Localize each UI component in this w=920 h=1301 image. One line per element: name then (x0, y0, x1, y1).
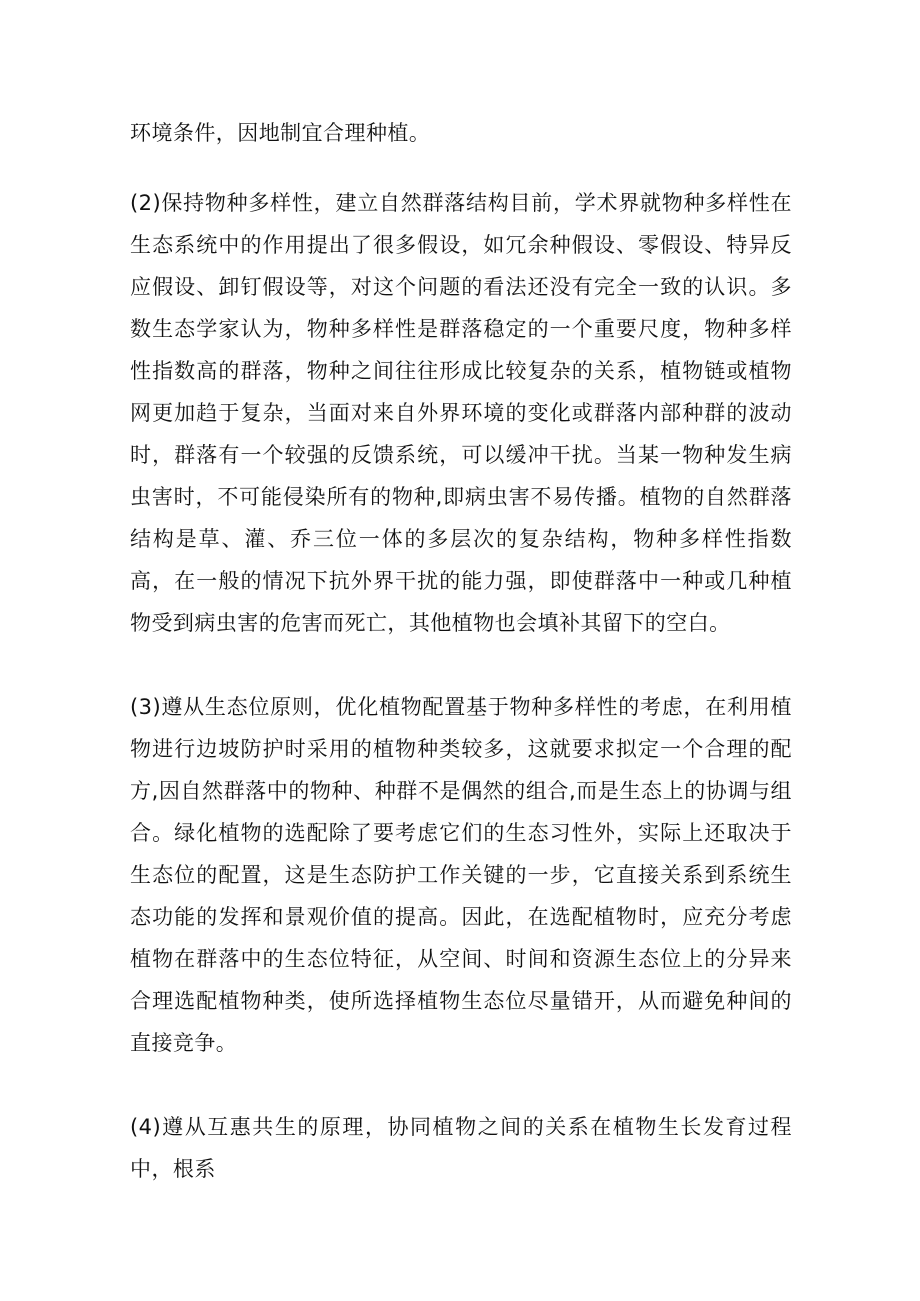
paragraph-ecological-niche: (3)遵从生态位原则，优化植物配置基于物种多样性的考虑，在利用植物进行边坡防护时采用的植物种类较多，这就要求拟定一个合理的配方,因自然群落中的物种、种群不是偶然的组合,而是生态上的协调与组合。绿化植物的选配除了要考虑它们的生态习性外，实际上还取决于生态位的配置，这是生态防护工作关键的一步，它直接关系到系统生态功能的发挥和景观价值的提高。因此，在选配植物时，应充分考虑植物在群落中的生态位特征，从空间、时间和资源生态位上的分异来合理选配植物种类，使所选择植物生态位尽量错开，从而避免种间的直接竞争。 (130, 695, 792, 1055)
paragraph-species-diversity: (2)保持物种多样性，建立自然群落结构目前，学术界就物种多样性在生态系统中的作用提出了很多假设，如冗余种假设、零假设、特异反应假设、卸钉假设等，对这个问题的看法还没有完全一致的认识。多数生态学家认为，物种多样性是群落稳定的一个重要尺度，物种多样性指数高的群落，物种之间往往形成比较复杂的关系，植物链或植物网更加趋于复杂，当面对来自外界环境的变化或群落内部种群的波动时，群落有一个较强的反馈系统，可以缓冲干扰。当某一物种发生病虫害时，不可能侵染所有的物种,即病虫害不易传播。植物的自然群落结构是草、灌、乔三位一体的多层次的复杂结构，物种多样性指数高，在一般的情况下抗外界干扰的能力强，即使群落中一种或几种植物受到病虫害的危害而死亡，其他植物也会填补其留下的空白。 (130, 191, 792, 635)
paragraph-environment-conditions: 环境条件，因地制宜合理种植。 (130, 121, 431, 145)
paragraph-mutualism: (4)遵从互惠共生的原理，协同植物之间的关系在植物生长发育过程中，根系 (130, 1115, 792, 1181)
